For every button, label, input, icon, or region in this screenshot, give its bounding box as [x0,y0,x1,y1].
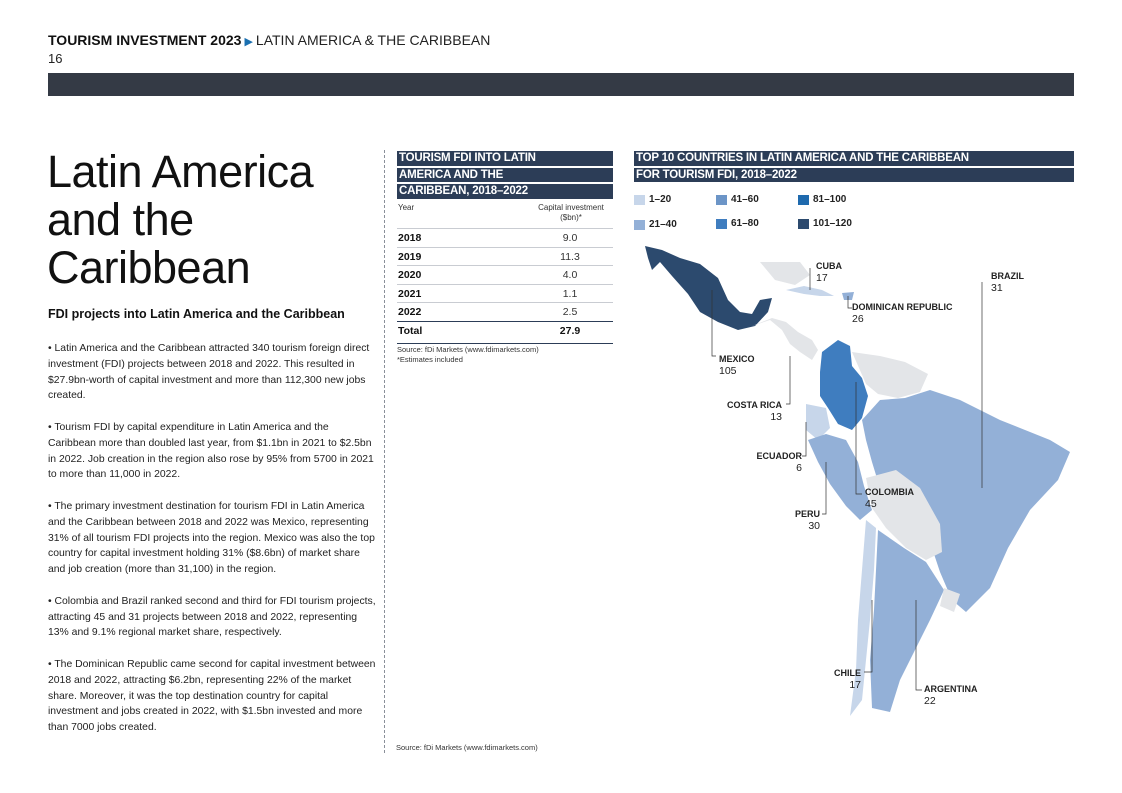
callout-country: CUBA [816,261,842,271]
callout-costa-rica [700,399,782,423]
callout-value: 31 [991,282,1003,294]
legend-label: 41–60 [731,194,759,205]
header-band [48,73,1074,96]
legend-label: 81–100 [813,194,847,205]
table-footnotes [397,343,613,365]
title-line: Caribbean [47,242,251,293]
play-arrow-icon: ▶ [244,36,253,48]
callout-argentina [924,683,978,707]
table-title-line: AMERICA AND THE [397,168,613,183]
legend-label: 101–120 [813,218,852,229]
callout-value: 30 [808,520,820,532]
legend-label: 1–20 [649,194,672,205]
map-source: Source: fDi Markets (www.fdimarkets.com) [396,743,538,752]
cell-year: 2021 [398,287,422,300]
table-row [397,247,613,266]
callout-value: 22 [924,695,936,707]
title-line: Latin America [47,146,314,197]
callout-country: COLOMBIA [865,487,914,497]
callout-country: ARGENTINA [924,684,978,694]
map-title-line: TOP 10 COUNTRIES IN LATIN AMERICA AND THE CARIBBEAN [634,151,1074,166]
callout-value: 105 [719,365,737,377]
callout-peru [740,508,820,532]
callout-value: 17 [816,272,828,284]
cell-year: 2020 [398,269,422,281]
callout-country: CHILE [834,668,861,678]
callout-chile [780,667,861,691]
callout-colombia [865,486,914,510]
cell-value: 4.0 [562,269,578,281]
legend-swatch [716,219,727,229]
region-shape-central-america [752,318,818,360]
callout-ecuador [720,450,802,474]
paragraph: • Latin America and the Caribbean attracted 340 tourism foreign direct investment (FDI) projects between 2018 and 2022. This resulted in $27.9bn-worth of capital investment and more than 112,300 new jobs created. [48,343,370,402]
callout-cuba [816,260,842,284]
report-series-title: TOURISM INVESTMENT 2023 [48,32,242,48]
table-total-row [397,321,613,340]
table-title [397,151,613,201]
cell-value: 1.1 [562,287,578,300]
table-title-line: CARIBBEAN, 2018–2022 [397,184,613,199]
map-legend [634,194,894,234]
legend-swatch [716,195,727,205]
map-title-line: FOR TOURISM FDI, 2018–2022 [634,168,1074,183]
page-number: 16 [48,51,63,66]
paragraph: • Tourism FDI by capital expenditure in Latin America and the Caribbean more than doubled last year, from $1.1bn in 2021 to $2.5bn in 2022. Job creation in the region also rose by 95% from 5700 in 2021 to more than 11,000 in 2022. [48,421,374,481]
region-shape-mexico [645,246,772,330]
column-divider [384,150,385,753]
cell-year: 2022 [398,306,422,318]
callout-country: COSTA RICA [727,400,782,410]
legend-label: 21–40 [649,219,677,230]
callout-dominican-republic [852,301,953,325]
fdi-table [397,228,613,339]
table-note: *Estimates included [397,355,463,364]
cell-total-label: Total [398,324,423,337]
legend-swatch [634,195,645,205]
callout-value: 13 [770,411,782,423]
legend-swatch [798,219,809,229]
report-region: LATIN AMERICA & THE CARIBBEAN [255,32,491,48]
column-header-capital: Capital investment ($bn)* [538,203,604,222]
table-row [397,228,613,247]
body-text [48,341,378,752]
callout-country: ECUADOR [756,451,802,461]
column-header-year: Year [398,203,415,212]
table-title-line: TOURISM FDI INTO LATIN [397,151,613,166]
cell-value: 9.0 [562,232,578,244]
leader-line [786,356,790,404]
table-row [397,265,613,284]
callout-country: BRAZIL [991,271,1024,281]
title-line: and the [47,194,194,245]
page-title [47,148,377,292]
legend-label: 61–80 [731,218,759,229]
callout-brazil [991,270,1024,294]
region-shape-other [760,262,810,285]
table-row [397,284,613,303]
callout-mexico [719,353,755,377]
cell-total-value: 27.9 [559,324,581,337]
table-source: Source: fDi Markets (www.fdimarkets.com) [397,345,539,354]
paragraph: • Colombia and Brazil ranked second and third for FDI tourism projects, attracting 45 and 31 projects between 2018 and 2022, representing 13% and 9.1% regional market share, respectively. [48,595,376,639]
callout-value: 6 [796,462,802,474]
table-row [397,302,613,321]
section-heading: FDI projects into Latin America and the Caribbean [48,307,345,321]
running-header [48,31,490,51]
map-title [634,151,1074,184]
cell-year: 2019 [398,250,422,263]
legend-swatch [798,195,809,205]
callout-value: 17 [849,679,861,691]
cell-value: 2.5 [562,306,578,318]
callout-value: 45 [865,498,877,510]
callout-country: MEXICO [719,354,755,364]
paragraph: • The Dominican Republic came second for capital investment between 2018 and 2022, attracting $6.2bn, representing 22% of the market share. Moreover, it was the top destination country for capital investment and jobs created in 2022, with $1.5bn invested and more than 7000 jobs created. [48,658,376,734]
leader-line [802,422,806,456]
callout-value: 26 [852,313,864,325]
cell-value: 11.3 [560,250,580,263]
callout-country: PERU [794,509,820,519]
callout-country: DOMINICAN REPUBLIC [852,302,953,312]
cell-year: 2018 [398,232,422,244]
legend-swatch [634,220,645,230]
paragraph: • The primary investment destination for tourism FDI in Latin America and the Caribbean between 2018 and 2022 was Mexico, representing 31% of all tourism FDI projects into the region. Mexico was also the top country for capital investment holding 31% ($8.6bn) of market share and job creation (more than 31,100) in the region. [48,500,375,576]
